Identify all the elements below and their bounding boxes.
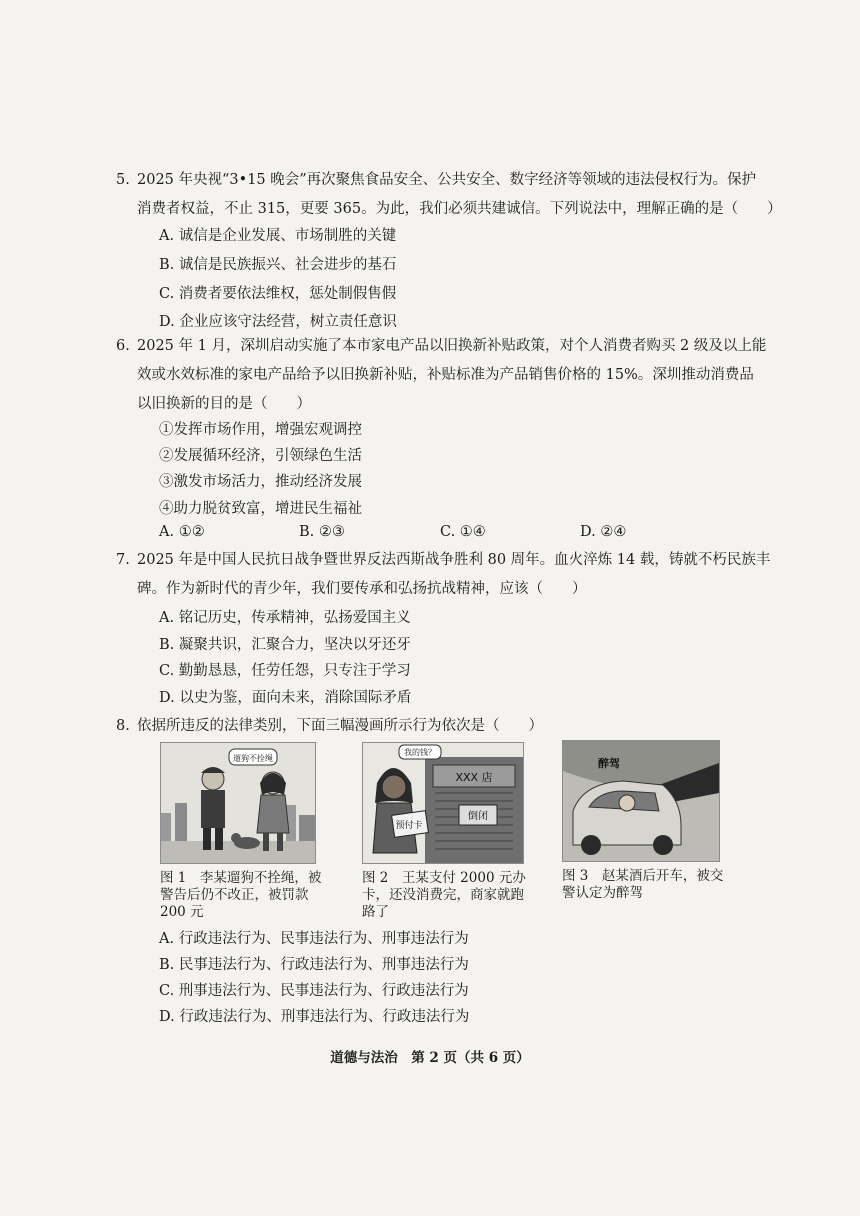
question-number: 5.: [116, 172, 130, 188]
choice-d: D. ②④: [580, 524, 627, 540]
statement-3: ③激发市场活力，推动经济发展: [159, 474, 362, 490]
option-c: C. 刑事违法行为、民事违法行为、行政违法行为: [159, 983, 469, 999]
figure-caption: 图 3 赵某酒后开车，被交警认定为醉驾: [562, 868, 724, 901]
question-stem-line: 消费者权益，不止 315，更要 365。为此，我们必须共建诚信。下列说法中，理解正确的是（ ）: [137, 201, 782, 217]
closed-notice-text: 倒闭: [468, 811, 488, 822]
drunk-driving-label: 醉驾: [598, 757, 620, 770]
speech-bubble-text: 我的钱？: [404, 748, 436, 757]
figure-caption: 图 1 李某遛狗不拴绳，被警告后仍不改正，被罚款 200 元: [160, 870, 322, 920]
question-stem-line: 2025 年央视“3•15 晚会”再次聚焦食品安全、公共安全、数字经济等领域的违法侵权行为。保护: [137, 172, 757, 188]
question-6: [116, 332, 767, 419]
option-d: D. 以史为鉴，面向未来，消除国际矛盾: [159, 690, 412, 706]
option-b: B. 民事违法行为、行政违法行为、刑事违法行为: [159, 957, 469, 973]
question-stem-line: 效或水效标准的家电产品给予以旧换新补贴，补贴标准为产品销售价格的 15%。深圳推动消费品: [137, 367, 754, 383]
question-stem-line: 依据所违反的法律类别，下面三幅漫画所示行为依次是（ ）: [137, 718, 543, 734]
cartoon-figure-2: [362, 742, 532, 921]
choice-b: B. ②③: [299, 524, 345, 540]
question-5: [116, 166, 782, 224]
option-c: C. 消费者要依法维权，惩处制假售假: [159, 286, 397, 302]
cartoon-drunk-driving-image: [562, 740, 720, 862]
choice-c: C. ①④: [440, 524, 486, 540]
figure-caption: 图 2 王某支付 2000 元办卡，还没消费完，商家就跑路了: [362, 870, 526, 920]
option-b: B. 凝聚共识，汇聚合力，坚决以牙还牙: [159, 637, 411, 653]
option-a: A. 诚信是企业发展、市场制胜的关键: [159, 228, 397, 244]
question-number: 8.: [116, 718, 130, 734]
cartoon-prepaid-card-image: [362, 742, 524, 864]
question-8: [116, 712, 747, 741]
option-c: C. 勤勤恳恳，任劳任怨，只专注于学习: [159, 663, 411, 679]
statement-1: ①发挥市场作用，增强宏观调控: [159, 422, 362, 438]
option-d: D. 行政违法行为、刑事违法行为、行政违法行为: [159, 1009, 470, 1025]
cartoon-figure-3: [562, 740, 732, 902]
page-footer: 道德与法治 第 2 页（共 6 页）: [330, 1050, 530, 1066]
option-d: D. 企业应该守法经营，树立责任意识: [159, 314, 397, 330]
question-stem-line: 2025 年是中国人民抗日战争暨世界反法西斯战争胜利 80 周年。血火淬炼 14 载，铸就不朽民族丰: [137, 552, 771, 568]
statement-4: ④助力脱贫致富，增进民生福祉: [159, 501, 362, 517]
option-a: A. 铭记历史，传承精神，弘扬爱国主义: [159, 610, 411, 626]
prepaid-card-text: 预付卡: [395, 821, 423, 831]
cartoon-figure-1: [160, 742, 330, 921]
question-7: [116, 546, 771, 604]
option-a: A. 行政违法行为、民事违法行为、刑事违法行为: [159, 931, 469, 947]
question-stem-line: 碑。作为新时代的青少年，我们要传承和弘扬抗战精神，应该（ ）: [137, 581, 587, 597]
question-number: 7.: [116, 552, 130, 568]
question-number: 6.: [116, 338, 130, 354]
cartoon-dog-walking-image: [160, 742, 316, 864]
shop-sign-text: XXX 店: [455, 771, 493, 784]
speech-bubble-text: 遛狗不拴绳: [233, 754, 273, 763]
question-stem-line: 以旧换新的目的是（ ）: [137, 396, 311, 412]
choice-a: A. ①②: [159, 524, 205, 540]
option-b: B. 诚信是民族振兴、社会进步的基石: [159, 257, 397, 273]
question-stem-line: 2025 年 1 月，深圳启动实施了本市家电产品以旧换新补贴政策，对个人消费者购买 2 级及以上能: [137, 338, 767, 354]
statement-2: ②发展循环经济，引领绿色生活: [159, 448, 362, 464]
